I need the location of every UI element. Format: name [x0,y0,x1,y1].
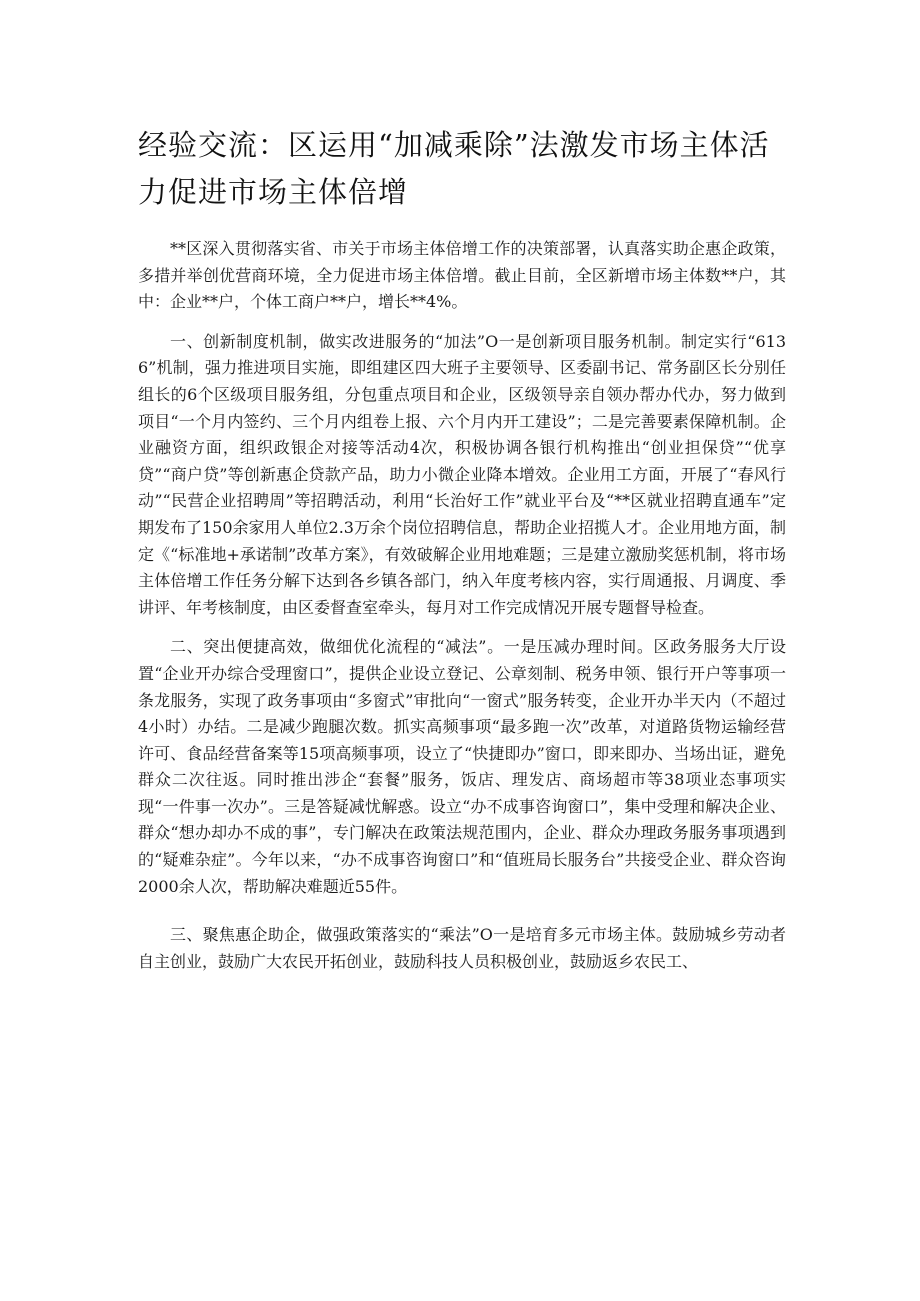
document-title: 经验交流：区运用“加减乘除”法激发市场主体活力促进市场主体倍增 [138,128,770,209]
paragraph-section-one: 一、创新制度机制，做实改进服务的“加法”O一是创新项目服务机制。制定实行“6136”机制，强力推进项目实施，即组建区四大班子主要领导、区委副书记、常务副区长分别任组长的6个区级项目服务组，分包重点项目和企业，区级领导亲自领办帮办代办，努力做到项目“一个月内签约、三个月内组卷上报、六个月内开工建设”；二是完善要素保障机制。企业融资方面，组织政银企对接等活动4次，积极协调各银行机构推出“创业担保贷”“优享贷”“商户贷”等创新惠企贷款产品，助力小微企业降本增效。企业用工方面，开展了“春风行动”“民营企业招聘周”等招聘活动，利用“长治好工作”就业平台及“**区就业招聘直通车”定期发布了150余家用人单位2.3万余个岗位招聘信息，帮助企业招揽人才。企业用地方面，制定《“标准地+承诺制”改革方案》，有效破解企业用地难题；三是建立激励奖惩机制，将市场主体倍增工作任务分解下达到各乡镇各部门，纳入年度考核内容，实行周通报、月调度、季讲评、年考核制度，由区委督查室牵头，每月对工作完成情况开展专题督导检查。 [138,331,786,617]
paragraph-section-two: 二、突出便捷高效，做细优化流程的“减法”。一是压减办理时间。区政务服务大厅设置“企业开办综合受理窗口”，提供企业设立登记、公章刻制、税务申领、银行开户等事项一条龙服务，实现了政务事项由“多窗式”审批向“一窗式”服务转变，企业开办半天内（不超过4小时）办结。二是减少跑腿次数。抓实高频事项“最多跑一次”改革，对道路货物运输经营许可、食品经营备案等15项高频事项，设立了“快捷即办”窗口，即来即办、当场出证，避免群众二次往返。同时推出涉企“套餐”服务，饭店、理发店、商场超市等38项业态事项实现“一件事一次办”。三是答疑减忧解惑。设立“办不成事咨询窗口”，集中受理和解决企业、群众“想办却办不成的事”，专门解决在政策法规范围内，企业、群众办理政务服务事项遇到的“疑难杂症”。今年以来，“办不成事咨询窗口”和“值班局长服务台”共接受企业、群众咨询2000余人次，帮助解决难题近55件。 [138,637,786,896]
document-body [138,236,786,975]
document-page [138,122,786,988]
paragraph-intro: **区深入贯彻落实省、市关于市场主体倍增工作的决策部署，认真落实助企惠企政策，多措并举创优营商环境，全力促进市场主体倍增。截止目前，全区新增市场主体数**户，其中：企业**户，个体工商户**户，增长**4%。 [138,239,786,312]
paragraph-section-three: 三、聚焦惠企助企，做强政策落实的“乘法”O一是培育多元市场主体。鼓励城乡劳动者自主创业，鼓励广大农民开拓创业，鼓励科技人员积极创业，鼓励返乡农民工、 [138,925,786,971]
